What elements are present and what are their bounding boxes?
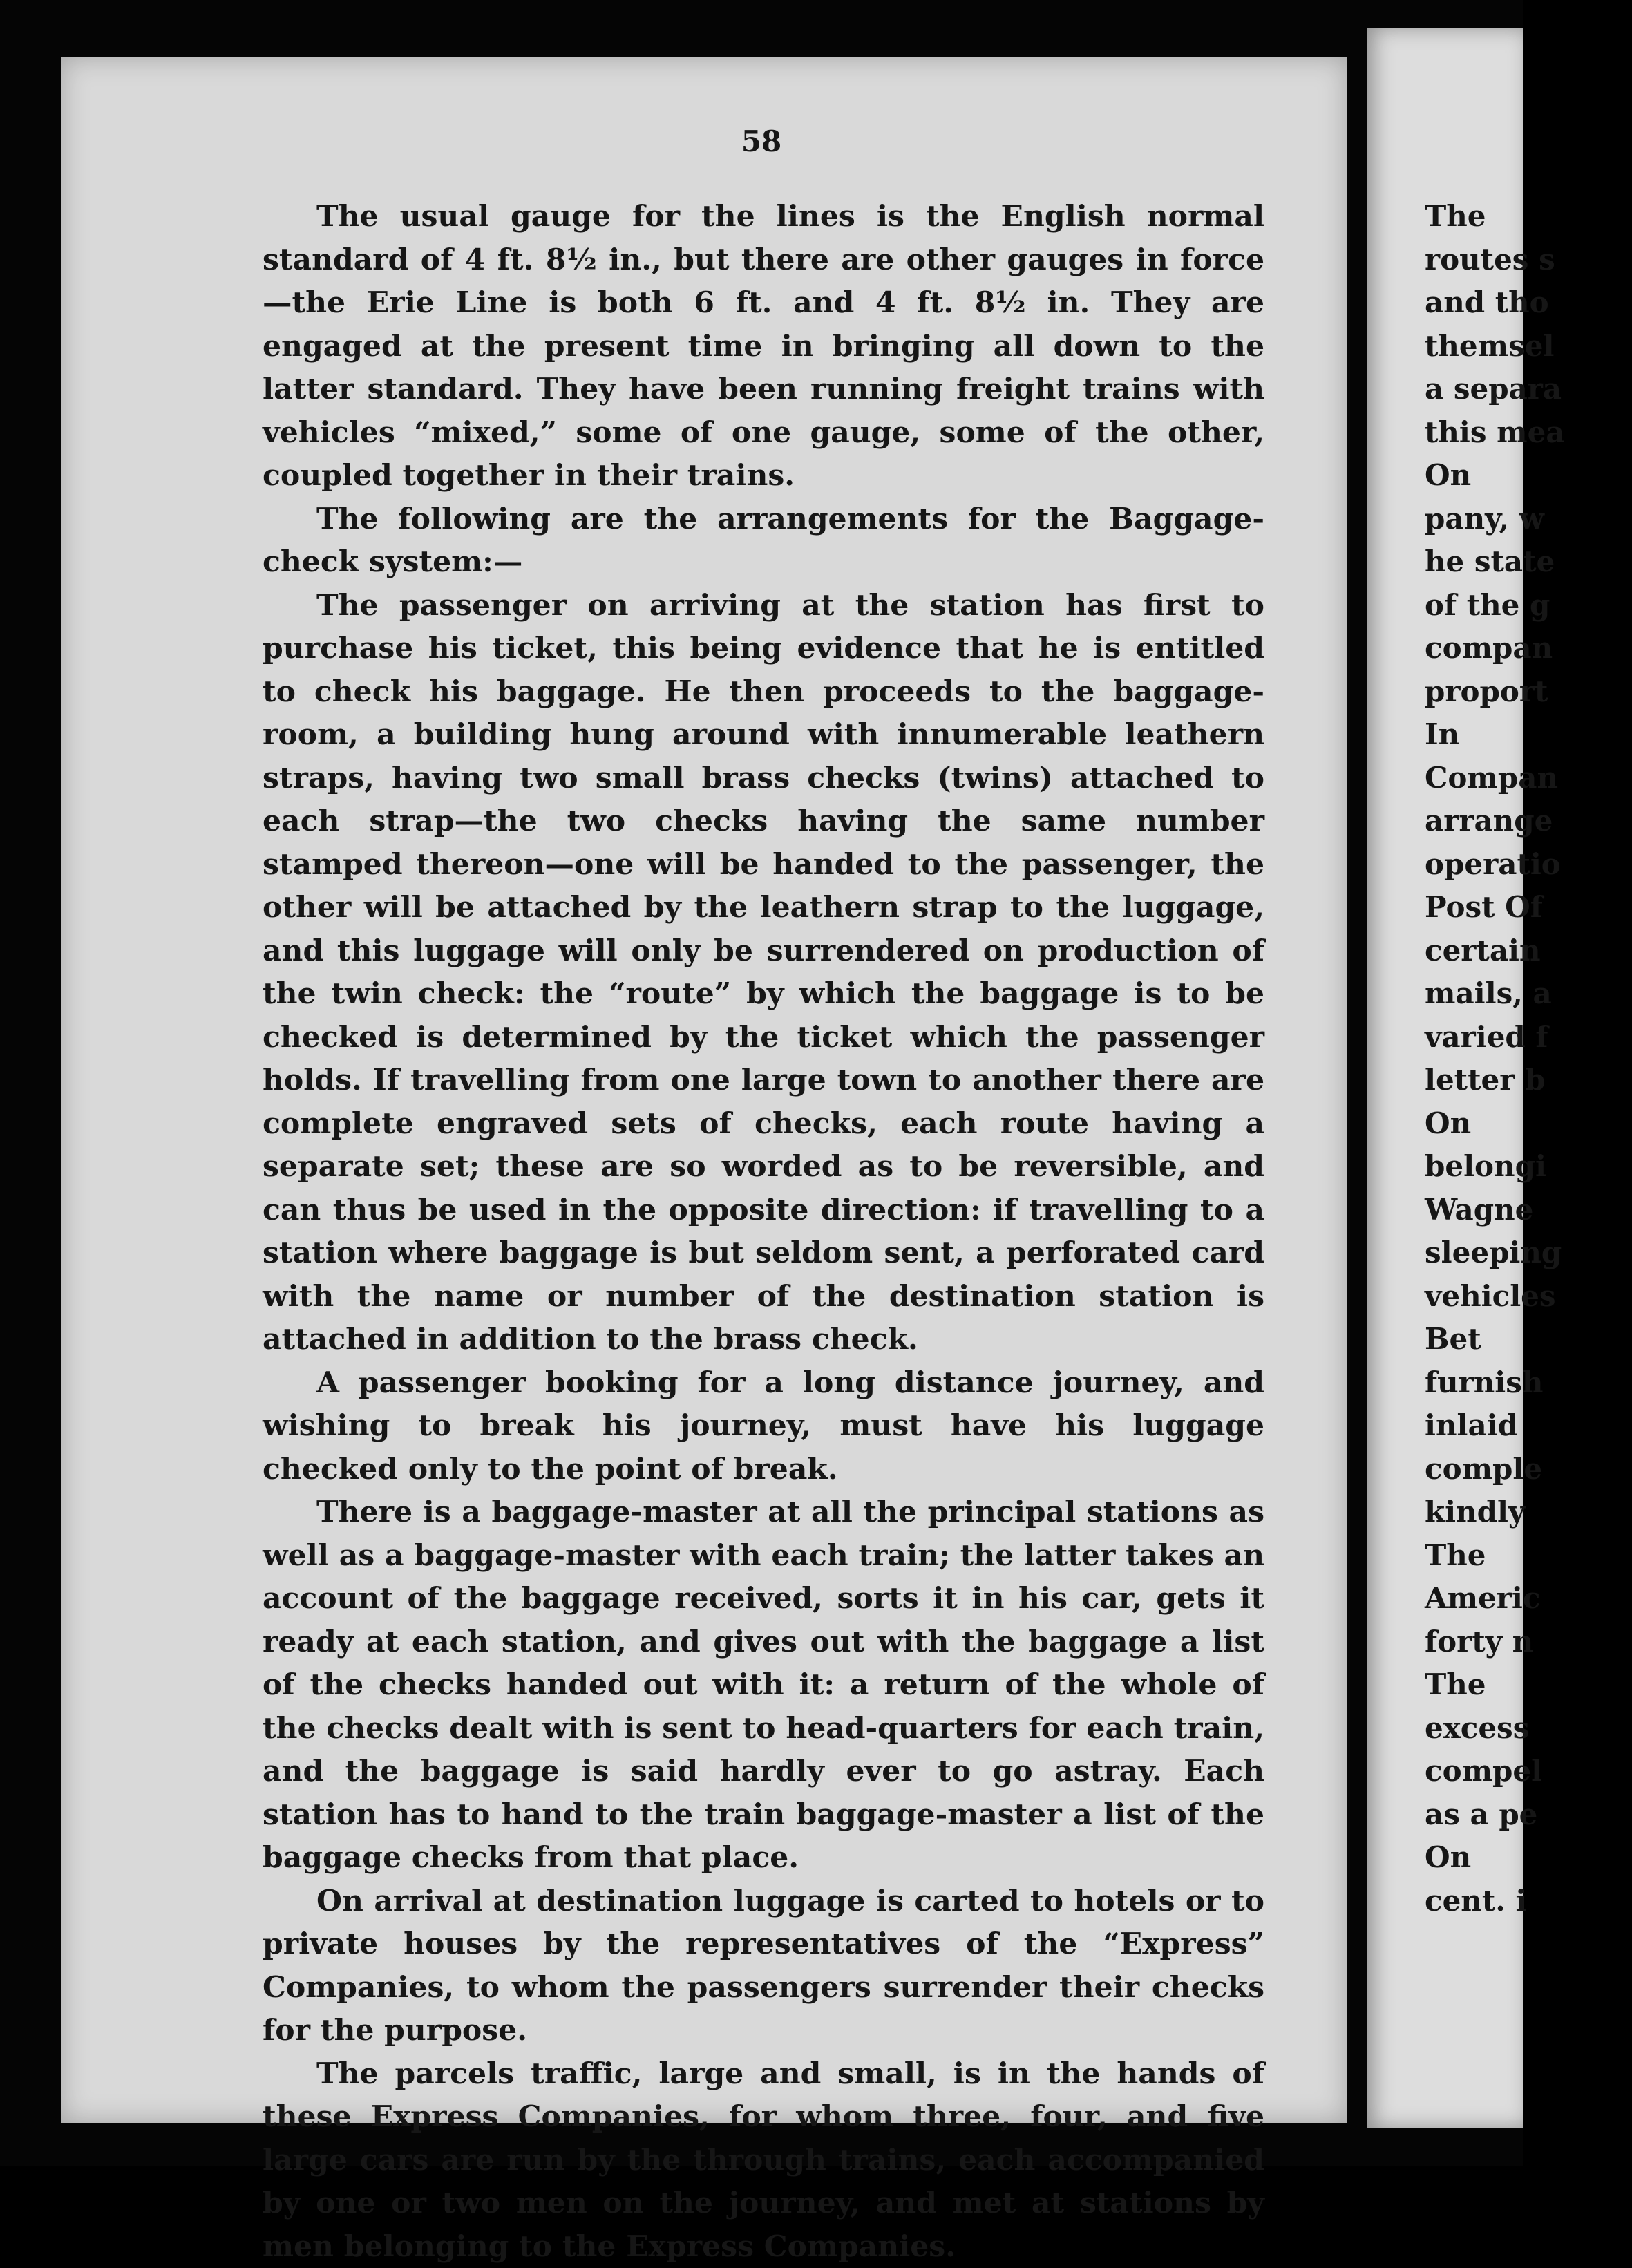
right-page-line: arrange bbox=[1425, 800, 1632, 843]
right-page-line: mails, a bbox=[1425, 972, 1632, 1016]
paragraph-arrival: On arrival at destination luggage is carted to hotels or to private houses by the representatives of the “Express” Companies, to whom the passengers surrender their checks for the purpose. bbox=[263, 1880, 1264, 2052]
right-page-line: cent. i bbox=[1425, 1880, 1632, 1923]
right-page-line: inlaid bbox=[1425, 1404, 1632, 1448]
right-page-line: forty n bbox=[1425, 1620, 1632, 1664]
page-body bbox=[263, 195, 1264, 2268]
right-page-line: In bbox=[1425, 713, 1632, 757]
right-page-line: themsel bbox=[1425, 325, 1632, 368]
right-page-line: of the g bbox=[1425, 584, 1632, 627]
right-page-line: Compan bbox=[1425, 757, 1632, 800]
right-page-line: a separa bbox=[1425, 368, 1632, 411]
right-page-line: kindly bbox=[1425, 1491, 1632, 1534]
right-page-line: as a pe bbox=[1425, 1793, 1632, 1837]
right-page-line: The bbox=[1425, 1663, 1632, 1707]
paragraph-gauge: The usual gauge for the lines is the English normal standard of 4 ft. 8½ in., but there are other gauges in force—the Erie Line is both 6 ft. and 4 ft. 8½ in. They are engaged at the present time in bringing all down to the latter standard. They have been running freight trains with vehicles “mixed,” some of one gauge, some of the other, coupled together in their trains. bbox=[263, 195, 1264, 498]
paragraph-baggage-master: There is a baggage-master at all the principal stations as well as a baggage-master with each train; the latter takes an account of the baggage received, sorts it in his car, gets it ready at each station, and gives out with the baggage a list of the checks handed out with it: a return of the whole of the checks dealt with is sent to head-quarters for each train, and the baggage is said hardly ever to go astray. Each station has to hand to the train baggage-master a list of the baggage checks from that place. bbox=[263, 1491, 1264, 1880]
paragraph-baggage-check-heading: The following are the arrangements for the Baggage-check system:— bbox=[263, 498, 1264, 584]
right-page-line: furnish bbox=[1425, 1361, 1632, 1405]
right-page-line: comple bbox=[1425, 1448, 1632, 1491]
right-page-line: proport bbox=[1425, 670, 1632, 714]
right-page-line: varied f bbox=[1425, 1016, 1632, 1059]
right-page-line: pany, w bbox=[1425, 498, 1632, 541]
right-page-line: On bbox=[1425, 1102, 1632, 1146]
right-page-line: Post Of bbox=[1425, 886, 1632, 929]
right-page-line: The bbox=[1425, 195, 1632, 238]
right-page-line: On bbox=[1425, 1836, 1632, 1880]
right-page-line: compan bbox=[1425, 627, 1632, 670]
page-number: 58 bbox=[0, 124, 1523, 158]
paragraph-long-distance: A passenger booking for a long distance journey, and wishing to break his journey, must have his luggage checked only to the point of break. bbox=[263, 1361, 1264, 1491]
right-page-line: this mea bbox=[1425, 411, 1632, 455]
right-page-line: he state bbox=[1425, 540, 1632, 584]
right-page-line: letter b bbox=[1425, 1059, 1632, 1102]
right-page-line: On bbox=[1425, 454, 1632, 498]
right-page-line: sleeping bbox=[1425, 1231, 1632, 1275]
right-page-line: operatio bbox=[1425, 843, 1632, 887]
paragraph-parcels: The parcels traffic, large and small, is in the hands of these Express Companies, for whom three, four, and five large cars are run by the through trains, each accompanied by one or two men on the journey, and met at stations by men belonging to the Express Companies. bbox=[263, 2052, 1264, 2268]
right-page-text bbox=[1425, 195, 1632, 1922]
right-page-line: and tho bbox=[1425, 281, 1632, 325]
right-page-line: The bbox=[1425, 1534, 1632, 1578]
right-page-line: belongi bbox=[1425, 1145, 1632, 1189]
right-page-line: routes s bbox=[1425, 238, 1632, 282]
right-page-line: Americ bbox=[1425, 1577, 1632, 1620]
paragraph-passenger-checks: The passenger on arriving at the station has first to purchase his ticket, this being evidence that he is entitled to check his baggage. He then proceeds to the baggage-room, a building hung around with innumerable leathern straps, having two small brass checks (twins) attached to each strap—the two checks having the same number stamped thereon—one will be handed to the passenger, the other will be attached by the leathern strap to the luggage, and this luggage will only be surrendered on production of the twin check: the “route” by which the baggage is to be checked is determined by the ticket which the passenger holds. If travelling from one large town to another there are complete engraved sets of checks, each route having a separate set; these are so worded as to be reversible, and can thus be used in the opposite direction: if travelling to a station where baggage is but seldom sent, a perforated card with the name or number of the destination station is attached in addition to the brass check. bbox=[263, 584, 1264, 1361]
right-page-line: certain bbox=[1425, 929, 1632, 973]
right-page-line: excess bbox=[1425, 1707, 1632, 1750]
right-page-line: Bet bbox=[1425, 1318, 1632, 1361]
right-page-line: vehicles bbox=[1425, 1275, 1632, 1319]
right-page-line: Wagne bbox=[1425, 1189, 1632, 1232]
right-page-line: compel bbox=[1425, 1750, 1632, 1793]
